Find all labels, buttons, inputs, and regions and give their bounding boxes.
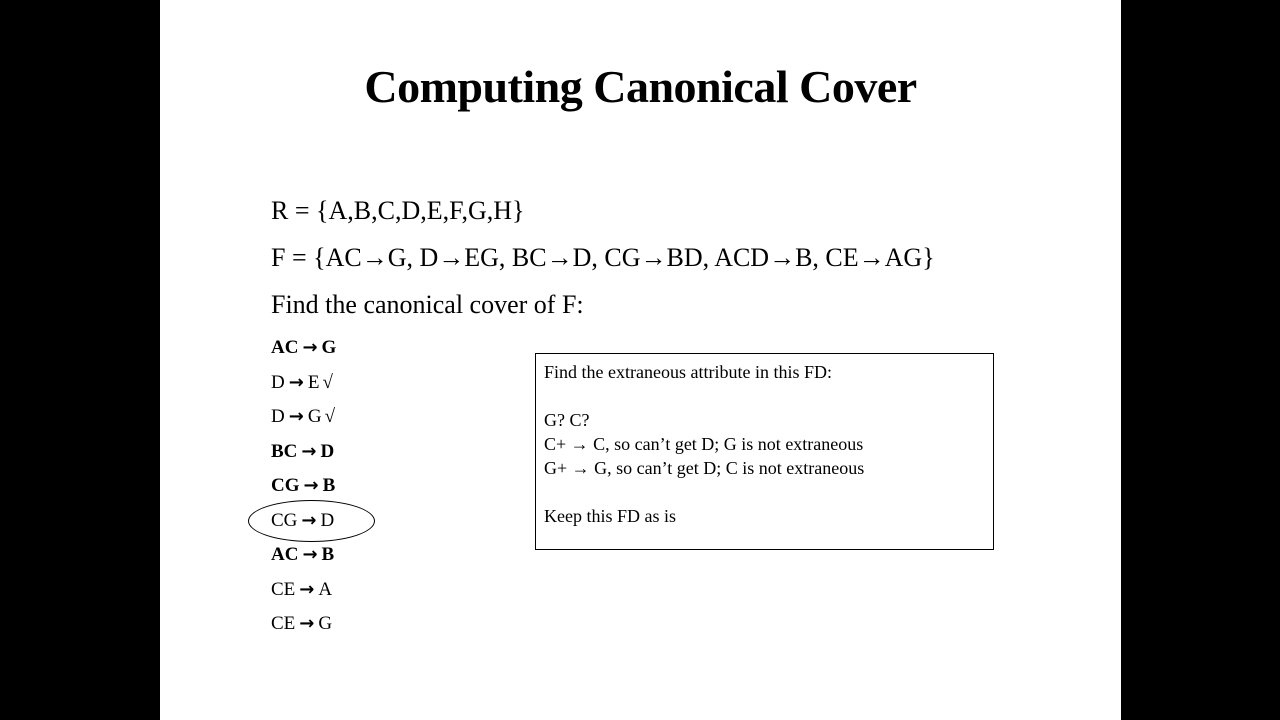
arrow-icon: → xyxy=(303,475,319,496)
fd-item: AC → B xyxy=(271,544,335,565)
checkmark-icon: √ xyxy=(322,371,333,393)
fd-item-highlighted: CG → D xyxy=(271,509,335,531)
box-line: Keep this FD as is xyxy=(544,506,676,526)
box-line xyxy=(544,480,985,504)
relation-definition: R = {A,B,C,D,E,F,G,H} xyxy=(271,196,525,225)
fd-item: D → G √ xyxy=(271,406,335,427)
arrow-icon: → xyxy=(301,440,317,462)
fd-item: CE → A xyxy=(271,578,333,600)
fd-item: BC → D xyxy=(271,440,335,462)
arrow-icon: → xyxy=(301,509,317,531)
fd-item: AC → G xyxy=(271,337,337,358)
arrow-icon: → xyxy=(299,578,315,600)
fd-list xyxy=(271,333,339,644)
arrow-icon: → xyxy=(288,371,304,393)
box-line: Find the extraneous attribute in this FD: xyxy=(544,362,832,382)
box-line xyxy=(544,384,985,408)
arrow-icon: → xyxy=(302,544,318,565)
highlight-circle xyxy=(248,500,375,542)
slide-title: Computing Canonical Cover xyxy=(364,61,917,112)
fd-set-definition: F = {AC→G, D→EG, BC→D, CG→BD, ACD→B, CE→AG} xyxy=(271,243,935,272)
fd-item: CE → G xyxy=(271,613,333,634)
arrow-icon: → xyxy=(288,406,304,427)
box-line: C+ → C, so can’t get D; G is not extraneous xyxy=(544,434,864,454)
explanation-box xyxy=(535,353,994,550)
box-line: G? C? xyxy=(544,410,590,430)
arrow-icon: → xyxy=(302,337,318,358)
fd-item: D → E √ xyxy=(271,371,333,393)
arrow-icon: → xyxy=(299,613,315,634)
fd-item: CG → B xyxy=(271,475,336,496)
checkmark-icon: √ xyxy=(324,406,335,427)
task-text: Find the canonical cover of F: xyxy=(271,290,584,319)
slide xyxy=(160,0,1121,720)
box-line: G+ → G, so can’t get D; C is not extraneous xyxy=(544,458,865,478)
